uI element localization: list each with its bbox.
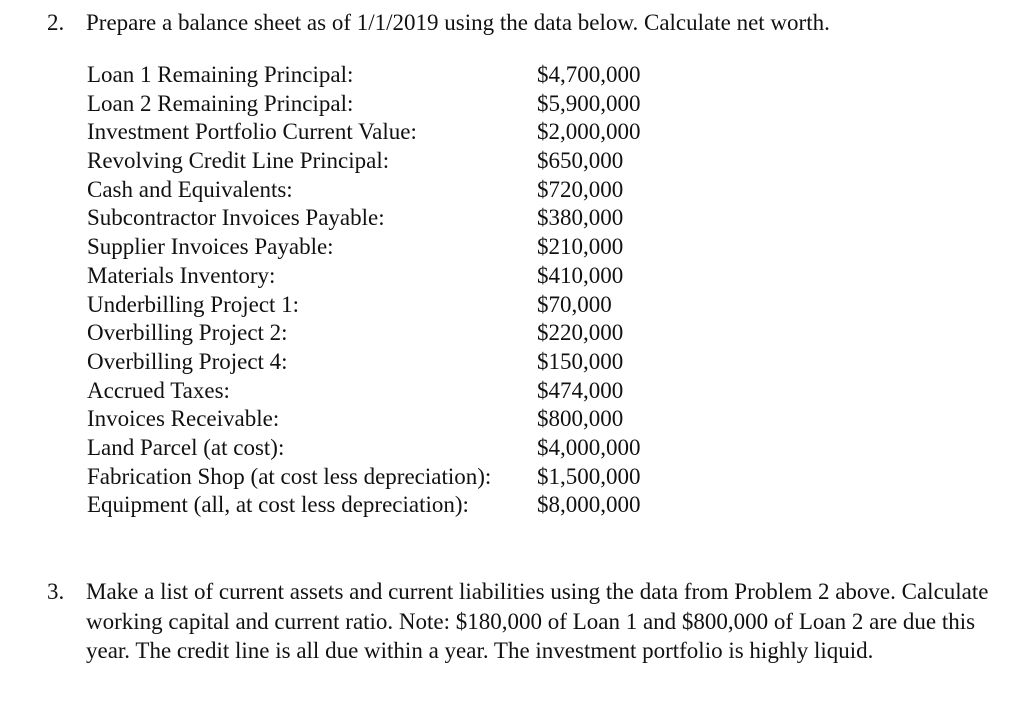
data-label: Underbilling Project 1: — [87, 291, 300, 317]
problem-2-number: 2. — [47, 10, 65, 35]
data-label: Revolving Credit Line Principal: — [87, 148, 390, 174]
data-value: $150,000 — [537, 348, 624, 374]
data-value: $210,000 — [537, 234, 624, 260]
data-label: Subcontractor Invoices Payable: — [87, 205, 385, 231]
data-value: $650,000 — [537, 148, 624, 174]
problem-2-text: Prepare a balance sheet as of 1/1/2019 using the data below. Calculate net worth. — [86, 10, 830, 35]
problem-3-text: Make a list of current assets and current liabilities using the data from Problem 2 above. Calculate working capital and current ratio. Note: $180,000 of Loan 1 and $800,000 of Loan 2 are due this year. The credit line is all due within a year. The investment portfolio is highly liquid. — [86, 579, 989, 663]
data-value: $380,000 — [537, 205, 624, 231]
data-label: Supplier Invoices Payable: — [87, 234, 334, 260]
data-label: Loan 1 Remaining Principal: — [87, 62, 354, 87]
data-label: Loan 2 Remaining Principal: — [87, 90, 354, 116]
data-label: Accrued Taxes: — [87, 377, 230, 403]
data-value: $5,900,000 — [537, 90, 641, 116]
data-label: Fabrication Shop (at cost less depreciation): — [87, 463, 492, 489]
data-label: Materials Inventory: — [87, 262, 276, 288]
data-value: $4,000,000 — [537, 434, 641, 460]
data-value: $720,000 — [537, 176, 624, 202]
data-value: $70,000 — [537, 291, 612, 317]
problem-3-number: 3. — [47, 579, 65, 604]
data-label: Overbilling Project 4: — [87, 348, 288, 374]
data-value: $8,000,000 — [537, 492, 641, 518]
data-value: $220,000 — [537, 320, 624, 346]
data-value: $474,000 — [537, 377, 624, 403]
data-value: $800,000 — [537, 406, 624, 432]
data-label: Overbilling Project 2: — [87, 320, 288, 346]
data-value: $4,700,000 — [537, 62, 641, 87]
data-label: Cash and Equivalents: — [87, 176, 293, 202]
data-label: Land Parcel (at cost): — [87, 434, 285, 460]
data-value: $2,000,000 — [537, 119, 641, 145]
data-value: $410,000 — [537, 262, 624, 288]
data-label: Invoices Receivable: — [87, 406, 280, 432]
data-label: Equipment (all, at cost less depreciation): — [87, 492, 469, 518]
data-label: Investment Portfolio Current Value: — [87, 119, 417, 145]
data-value: $1,500,000 — [537, 463, 641, 489]
